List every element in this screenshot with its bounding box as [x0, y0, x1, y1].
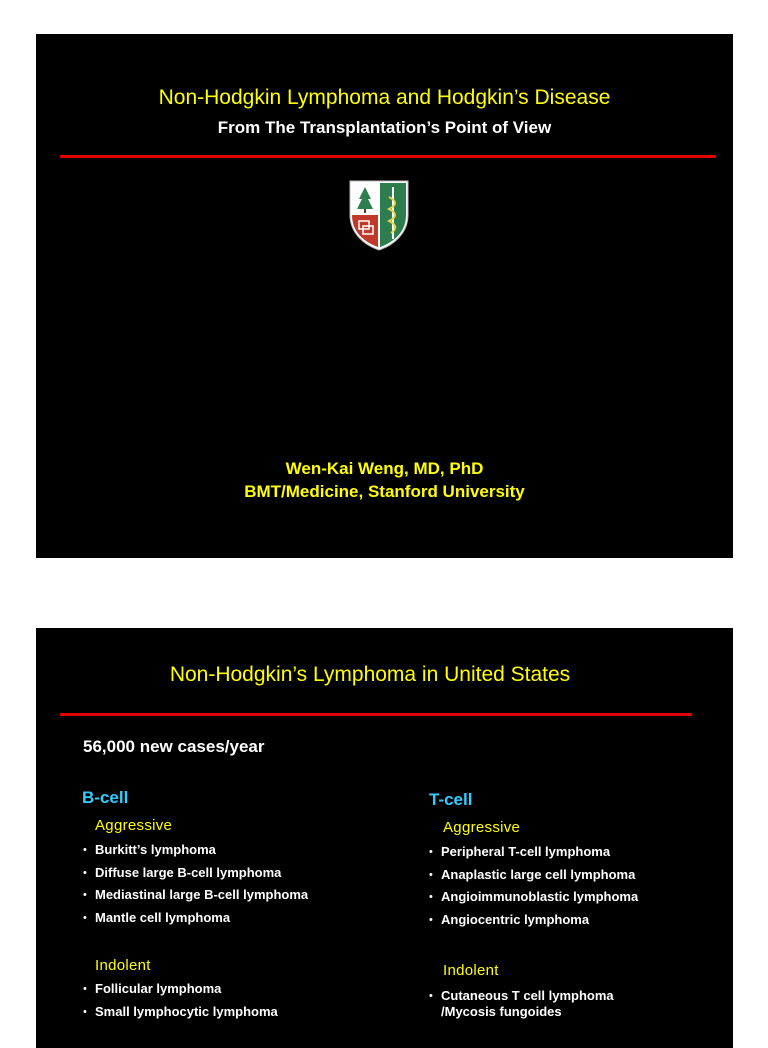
bullet-icon: •	[83, 911, 87, 924]
t-cell-indolent-heading: Indolent	[443, 962, 499, 979]
t-cell-aggressive-heading: Aggressive	[443, 819, 521, 836]
title-divider	[60, 713, 692, 716]
t-cell-heading: T-cell	[429, 790, 473, 809]
list-item: • Peripheral T-cell lymphoma	[429, 844, 611, 859]
bullet-icon: •	[83, 1005, 87, 1018]
bullet-icon: •	[83, 983, 87, 995]
list-item: • Small lymphocytic lymphoma	[83, 1003, 278, 1019]
title-slide	[36, 34, 733, 558]
b-cell-indolent-heading: Indolent	[95, 957, 151, 974]
b-cell-indolent-list	[83, 981, 278, 1026]
list-item: • Burkitt’s lymphoma	[83, 842, 216, 857]
list-item: • Angioimmunoblastic lymphoma	[429, 889, 639, 904]
slide-title: Non-Hodgkin’s Lymphoma in United States	[169, 663, 571, 686]
cases-statement: 56,000 new cases/year	[83, 737, 265, 756]
bullet-icon: •	[429, 913, 433, 926]
author-affiliation: BMT/Medicine, Stanford University	[244, 482, 525, 501]
nhl-slide	[36, 628, 733, 1048]
bullet-icon: •	[429, 990, 433, 1002]
b-cell-heading: B-cell	[82, 788, 129, 807]
bullet-icon: •	[83, 889, 87, 901]
bullet-icon: •	[429, 846, 433, 858]
t-cell-indolent-list	[429, 988, 614, 1020]
b-cell-aggressive-heading: Aggressive	[95, 817, 173, 834]
bullet-icon: •	[429, 891, 433, 903]
t-cell-aggressive-list	[429, 844, 638, 934]
list-item: • Follicular lymphoma	[83, 981, 222, 996]
list-item: • Cutaneous T cell lymphoma /Mycosis fungoides	[429, 988, 614, 1019]
list-item: • Diffuse large B-cell lymphoma	[83, 864, 282, 880]
list-item: • Anaplastic large cell lymphoma	[429, 866, 636, 882]
b-cell-aggressive-list	[83, 842, 308, 932]
title-divider	[60, 155, 716, 158]
slide-subtitle: From The Transplantation’s Point of View	[217, 118, 552, 137]
bullet-icon: •	[429, 868, 433, 881]
stanford-medicine-seal-icon	[348, 179, 410, 251]
bullet-icon: •	[83, 866, 87, 879]
list-item: • Mantle cell lymphoma	[83, 909, 231, 925]
author-name: Wen-Kai Weng, MD, PhD	[285, 459, 484, 478]
list-item: • Angiocentric lymphoma	[429, 911, 590, 927]
bullet-icon: •	[83, 844, 87, 856]
list-item: • Mediastinal large B-cell lymphoma	[83, 887, 309, 902]
slide-title: Non-Hodgkin Lymphoma and Hodgkin’s Disease	[158, 86, 611, 109]
